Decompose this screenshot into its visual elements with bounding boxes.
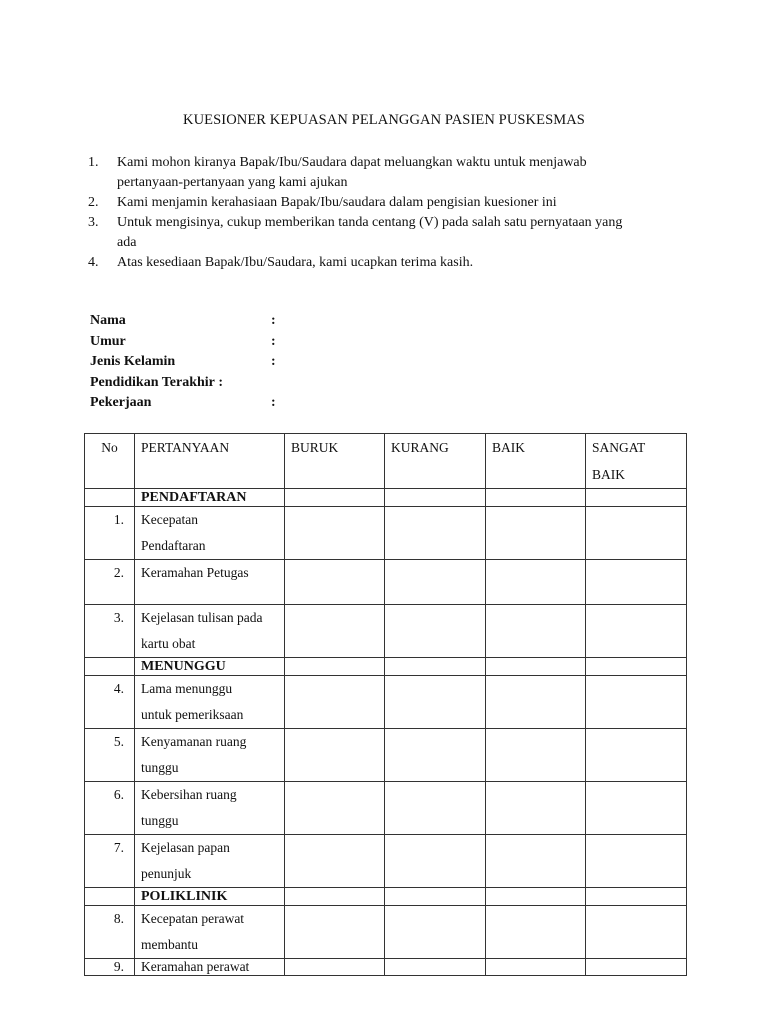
question-line: Kecepatan perawat: [141, 911, 245, 926]
rating-cell[interactable]: [285, 888, 385, 906]
question-line: untuk pemeriksaan: [141, 707, 244, 722]
instructions-list: [88, 153, 678, 273]
rating-cell-sangat-baik[interactable]: [586, 835, 687, 888]
table-row: [85, 959, 687, 976]
table-row: [85, 782, 687, 835]
question-number: 2.: [85, 560, 135, 605]
rating-cell-buruk[interactable]: [285, 729, 385, 782]
table-row: [85, 906, 687, 959]
question-line: kartu obat: [141, 636, 196, 651]
field-label: Umur: [90, 333, 126, 349]
question-number: 8.: [85, 906, 135, 959]
empty-cell: [85, 888, 135, 906]
question-line: Kebersihan ruang: [141, 787, 237, 802]
field-umur: [90, 332, 390, 353]
field-colon: :: [271, 354, 276, 370]
instruction-item: [88, 253, 678, 273]
table-row: [85, 729, 687, 782]
table-row: [85, 560, 687, 605]
header-buruk: BURUK: [285, 434, 385, 489]
question-text: [135, 906, 285, 959]
header-sangat-baik: [586, 434, 687, 489]
rating-cell-baik[interactable]: [486, 729, 586, 782]
header-kurang: KURANG: [385, 434, 486, 489]
field-label: Pekerjaan: [90, 395, 152, 411]
rating-cell-sangat-baik[interactable]: [586, 782, 687, 835]
header-question: PERTANYAAN: [135, 434, 285, 489]
rating-cell-kurang[interactable]: [385, 729, 486, 782]
rating-cell-kurang[interactable]: [385, 560, 486, 605]
section-title: PENDAFTARAN: [135, 489, 285, 507]
rating-cell[interactable]: [285, 658, 385, 676]
instruction-text-continued: ada: [117, 235, 137, 250]
empty-cell: [85, 658, 135, 676]
rating-cell-sangat-baik[interactable]: [586, 507, 687, 560]
field-colon: :: [271, 313, 276, 328]
rating-cell-baik[interactable]: [486, 835, 586, 888]
question-line: Kejelasan tulisan pada: [141, 610, 263, 625]
rating-cell-buruk[interactable]: [285, 835, 385, 888]
instruction-number: 3.: [88, 215, 99, 230]
header-sangat-baik-line1: SANGAT: [592, 440, 646, 455]
rating-cell-sangat-baik[interactable]: [586, 605, 687, 658]
question-line: tunggu: [141, 813, 179, 828]
instruction-text: Kami mohon kiranya Bapak/Ibu/Saudara dapat meluangkan waktu untuk menjawab: [117, 155, 587, 170]
question-number: 4.: [85, 676, 135, 729]
rating-cell-baik[interactable]: [486, 676, 586, 729]
section-title: POLIKLINIK: [135, 888, 285, 906]
section-row-poliklinik: [85, 888, 687, 906]
rating-cell[interactable]: [586, 658, 687, 676]
header-sangat-baik-line2: BAIK: [592, 467, 625, 482]
question-line: Keramahan Petugas: [141, 565, 249, 580]
table-row: [85, 676, 687, 729]
instruction-number: 4.: [88, 255, 99, 270]
field-label-with-colon: [90, 373, 223, 394]
question-line: Lama menunggu: [141, 681, 233, 696]
header-no: No: [85, 434, 135, 489]
rating-cell-baik[interactable]: [486, 507, 586, 560]
question-line: Keramahan perawat: [141, 959, 250, 974]
rating-cell-kurang[interactable]: [385, 959, 486, 976]
question-line: membantu: [141, 937, 198, 952]
instruction-text-continued: pertanyaan-pertanyaan yang kami ajukan: [117, 175, 348, 190]
field-label: Jenis Kelamin: [90, 354, 176, 370]
rating-cell[interactable]: [385, 489, 486, 507]
header-baik: BAIK: [486, 434, 586, 489]
rating-cell-kurang[interactable]: [385, 507, 486, 560]
question-line: Kecepatan: [141, 512, 198, 527]
rating-cell-buruk[interactable]: [285, 605, 385, 658]
question-number: 5.: [85, 729, 135, 782]
question-line: Pendaftaran: [141, 538, 206, 553]
question-text: [135, 782, 285, 835]
question-text: [135, 959, 285, 976]
rating-cell-baik[interactable]: [486, 605, 586, 658]
questionnaire-table: [84, 433, 687, 976]
rating-cell[interactable]: [385, 658, 486, 676]
field-nama: [90, 311, 390, 332]
question-line: penunjuk: [141, 866, 192, 881]
rating-cell-kurang[interactable]: [385, 605, 486, 658]
table-row: [85, 605, 687, 658]
field-pekerjaan: [90, 393, 390, 414]
empty-cell: [85, 489, 135, 507]
rating-cell[interactable]: [586, 888, 687, 906]
field-pendidikan-terakhir: [90, 373, 390, 394]
rating-cell-sangat-baik[interactable]: [586, 676, 687, 729]
section-row-pendaftaran: [85, 489, 687, 507]
rating-cell-buruk[interactable]: [285, 782, 385, 835]
rating-cell-buruk[interactable]: [285, 906, 385, 959]
document-title: KUESIONER KEPUASAN PELANGGAN PASIEN PUSKESMAS: [183, 112, 585, 128]
instruction-item: [88, 213, 678, 253]
question-text: [135, 507, 285, 560]
question-text: [135, 835, 285, 888]
table-row: [85, 507, 687, 560]
question-number: 6.: [85, 782, 135, 835]
instruction-item: [88, 153, 678, 193]
rating-cell-buruk[interactable]: [285, 560, 385, 605]
rating-cell-buruk[interactable]: [285, 507, 385, 560]
section-title: MENUNGGU: [135, 658, 285, 676]
rating-cell-sangat-baik[interactable]: [586, 906, 687, 959]
rating-cell-kurang[interactable]: [385, 782, 486, 835]
rating-cell-buruk[interactable]: [285, 676, 385, 729]
question-text: [135, 560, 285, 605]
rating-cell[interactable]: [385, 888, 486, 906]
question-number: 1.: [85, 507, 135, 560]
question-line: Kejelasan papan: [141, 840, 230, 855]
field-colon: :: [271, 395, 276, 411]
rating-cell[interactable]: [486, 489, 586, 507]
field-colon: :: [218, 374, 224, 390]
rating-cell[interactable]: [486, 888, 586, 906]
rating-cell-kurang[interactable]: [385, 676, 486, 729]
field-label: Nama: [90, 313, 126, 328]
rating-cell-baik[interactable]: [486, 959, 586, 976]
question-number: 9.: [85, 959, 135, 976]
rating-cell-sangat-baik[interactable]: [586, 729, 687, 782]
table-row: [85, 835, 687, 888]
rating-cell[interactable]: [586, 489, 687, 507]
rating-cell-baik[interactable]: [486, 560, 586, 605]
question-text: [135, 605, 285, 658]
question-line: tunggu: [141, 760, 179, 775]
rating-cell-baik[interactable]: [486, 906, 586, 959]
instruction-text: Untuk mengisinya, cukup memberikan tanda centang (V) pada salah satu pernyataan yang: [117, 215, 623, 230]
instruction-number: 1.: [88, 155, 99, 170]
section-row-menunggu: [85, 658, 687, 676]
table-header-row: [85, 434, 687, 489]
field-colon: :: [271, 333, 276, 349]
rating-cell[interactable]: [486, 658, 586, 676]
rating-cell-kurang[interactable]: [385, 906, 486, 959]
field-jenis-kelamin: [90, 352, 390, 373]
rating-cell[interactable]: [285, 489, 385, 507]
field-label: Pendidikan Terakhir: [90, 374, 215, 390]
question-line: Kenyamanan ruang: [141, 734, 247, 749]
rating-cell-sangat-baik[interactable]: [586, 959, 687, 976]
question-text: [135, 729, 285, 782]
instruction-text: Atas kesediaan Bapak/Ibu/Saudara, kami ucapkan terima kasih.: [117, 255, 474, 270]
respondent-identity: [90, 311, 390, 414]
question-number: 3.: [85, 605, 135, 658]
question-number: 7.: [85, 835, 135, 888]
instruction-number: 2.: [88, 195, 99, 210]
rating-cell-kurang[interactable]: [385, 835, 486, 888]
rating-cell-buruk[interactable]: [285, 959, 385, 976]
question-text: [135, 676, 285, 729]
rating-cell-sangat-baik[interactable]: [586, 560, 687, 605]
instruction-item: [88, 193, 678, 213]
instruction-text: Kami menjamin kerahasiaan Bapak/Ibu/saudara dalam pengisian kuesioner ini: [117, 195, 557, 210]
rating-cell-baik[interactable]: [486, 782, 586, 835]
